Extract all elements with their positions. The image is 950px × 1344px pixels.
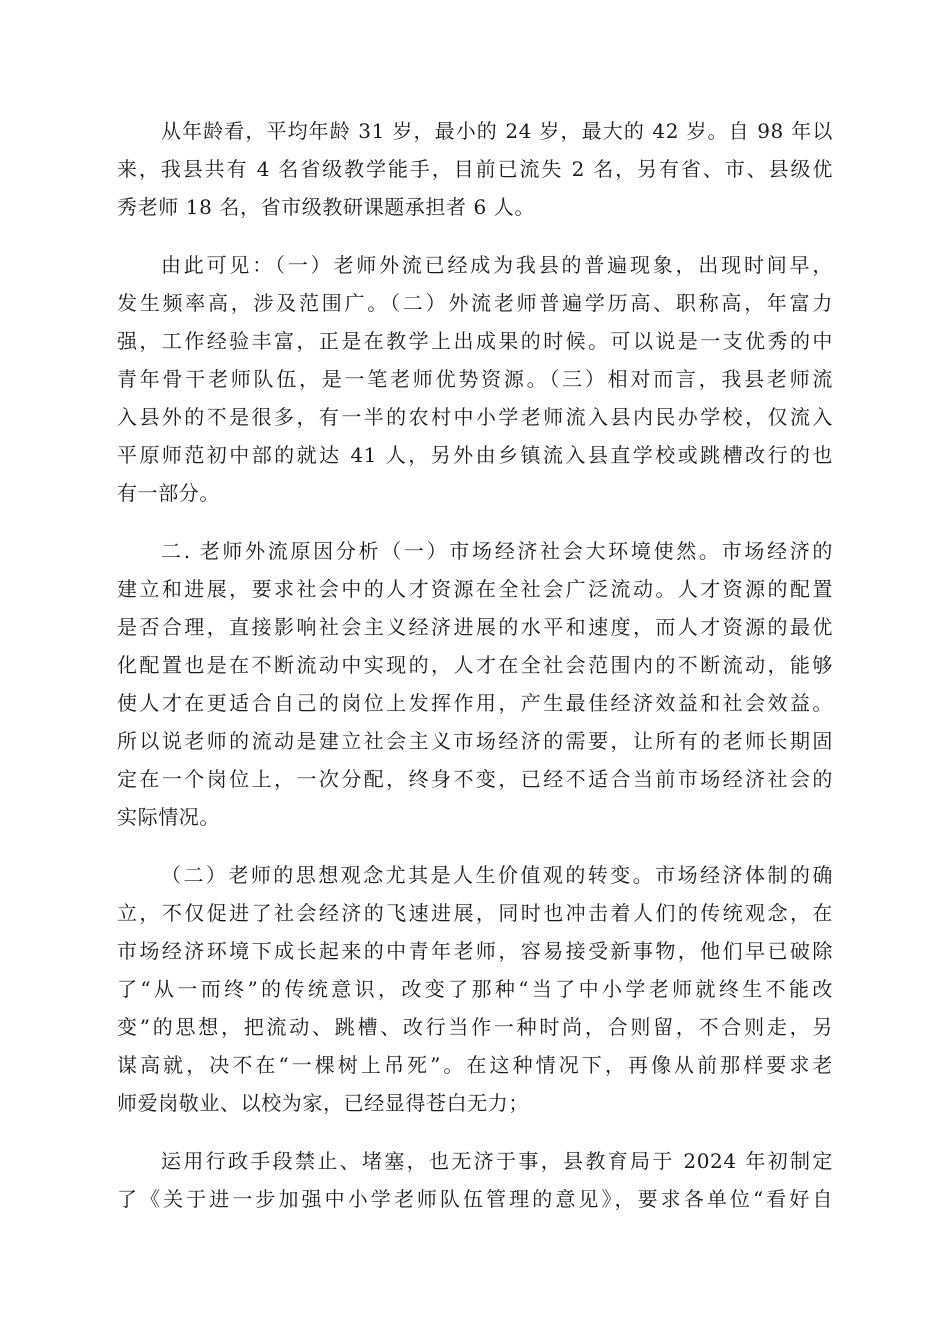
paragraph-cause-values: [117, 856, 833, 1122]
text-line: 秀老师 18 名，省市级教研课题承担者 6 人。: [117, 195, 536, 219]
text-line: 入县外的不是很多，有一半的农村中小学老师流入县内民办学校，仅流入: [117, 405, 833, 429]
paragraph-cause-market: [117, 532, 833, 836]
text-line: 所以说老师的流动是建立社会主义市场经济的需要，让所有的老师长期固: [117, 729, 833, 753]
text-line: 平原师范初中部的就达 41 人，另外由乡镇流入县直学校或跳槽改行的也: [117, 443, 833, 467]
text-line: 来，我县共有 4 名省级教学能手，目前已流失 2 名，另有省、市、县级优: [117, 157, 833, 181]
text-line: 了“从一而终”的传统意识，改变了那种“当了中小学老师就终生不能改: [117, 977, 833, 1001]
text-line: 强，工作经验丰富，正是在教学上出成果的时候。可以说是一支优秀的中: [117, 329, 833, 353]
document-page: [117, 112, 833, 1238]
paragraph-age-stats: [117, 112, 833, 226]
text-line: 有一部分。: [117, 481, 220, 505]
text-line: 化配置也是在不断流动中实现的，人才在全社会范围内的不断流动，能够: [117, 653, 833, 677]
text-line: 使人才在更适合自己的岗位上发挥作用，产生最佳经济效益和社会效益。: [117, 691, 833, 715]
text-line: 立，不仅促进了社会经济的飞速进展，同时也冲击着人们的传统观念，在: [117, 901, 833, 925]
text-line: 青年骨干老师队伍，是一笔老师优势资源。（三）相对而言，我县老师流: [117, 367, 833, 391]
paragraph-conclusions: [117, 246, 833, 512]
text-line: 定在一个岗位上，一次分配，终身不变，已经不适合当前市场经济社会的: [117, 767, 833, 791]
text-line: 谋高就，决不在“一棵树上吊死”。在这种情况下，再像从前那样要求老: [117, 1053, 833, 1077]
text-line: 二. 老师外流原因分析（一）市场经济社会大环境使然。市场经济的: [161, 539, 833, 563]
paragraph-administrative: [117, 1142, 833, 1218]
text-line: （二）老师的思想观念尤其是人生价值观的转变。市场经济体制的确: [161, 863, 833, 887]
text-line: 变”的思想，把流动、跳槽、改行当作一种时尚，合则留，不合则走，另: [117, 1015, 833, 1039]
text-line: 是否合理，直接影响社会主义经济进展的水平和速度，而人才资源的最优: [117, 615, 833, 639]
text-line: 师爱岗敬业、以校为家，已经显得苍白无力；: [117, 1091, 529, 1115]
text-line: 由此可见：（一）老师外流已经成为我县的普遍现象，出现时间早，: [161, 253, 833, 277]
text-line: 运用行政手段禁止、堵塞，也无济于事，县教育局于 2024 年初制定: [161, 1149, 833, 1173]
text-line: 建立和进展，要求社会中的人才资源在全社会广泛流动。人才资源的配置: [117, 577, 833, 601]
text-line: 发生频率高，涉及范围广。（二）外流老师普遍学历高、职称高，年富力: [117, 291, 833, 315]
text-line: 了《关于进一步加强中小学老师队伍管理的意见》，要求各单位“看好自: [117, 1187, 833, 1211]
text-line: 从年龄看，平均年龄 31 岁，最小的 24 岁，最大的 42 岁。自 98 年以: [161, 119, 833, 143]
text-line: 市场经济环境下成长起来的中青年老师，容易接受新事物，他们早已破除: [117, 939, 833, 963]
text-line: 实际情况。: [117, 805, 220, 829]
